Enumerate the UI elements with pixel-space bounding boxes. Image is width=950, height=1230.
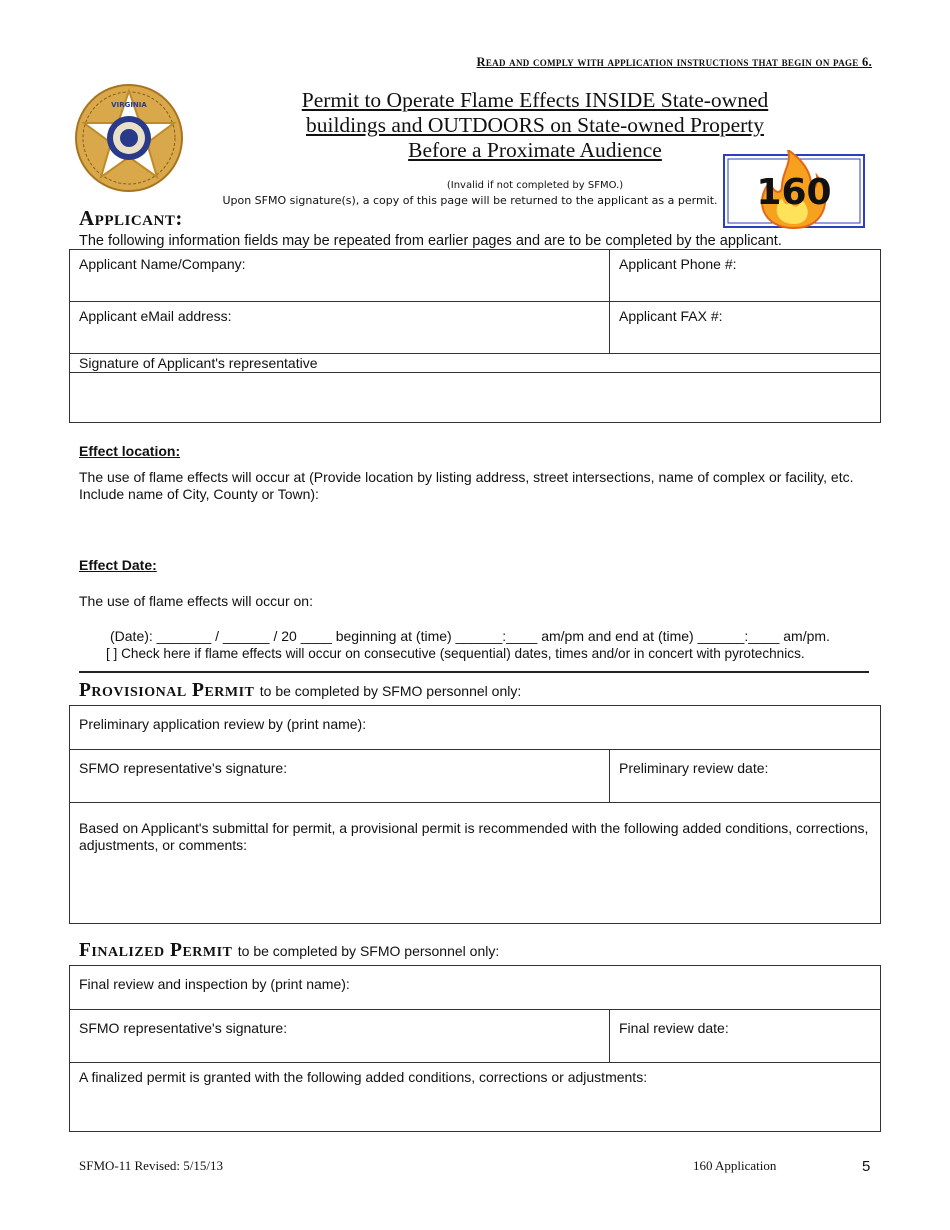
applicant-intro: The following information fields may be repeated from earlier pages and are to be completed by the applicant.	[79, 233, 782, 249]
final-review-by-field[interactable]	[70, 966, 881, 1010]
applicant-phone-field[interactable]	[610, 250, 881, 302]
final-review-by-label: Final review and inspection by (print name):	[79, 976, 350, 992]
provisional-review-date-field[interactable]	[610, 750, 881, 803]
form-id: SFMO-11 Revised: 5/15/13	[79, 1158, 223, 1173]
applicant-signature-field[interactable]	[70, 373, 881, 423]
signature-label-cell	[70, 354, 881, 373]
flame-160-badge	[722, 150, 866, 230]
applicant-name-field[interactable]	[70, 250, 610, 302]
title-line-2: buildings and OUTDOORS on State-owned Property	[305, 113, 765, 137]
applicant-email-label: Applicant eMail address:	[79, 308, 232, 324]
effect-date-intro: The use of flame effects will occur on:	[79, 593, 313, 609]
final-comments-field[interactable]	[70, 1063, 881, 1132]
applicant-table	[69, 249, 881, 423]
instructions-notice: Read and comply with application instructions that begin on page 6.	[476, 55, 872, 69]
provisional-comments-field[interactable]	[70, 803, 881, 924]
invalid-note: (Invalid if not completed by SFMO.)	[446, 180, 624, 191]
finalized-subtitle: to be completed by SFMO personnel only:	[237, 943, 500, 959]
provisional-subtitle: to be completed by SFMO personnel only:	[259, 683, 522, 699]
final-review-date-label: Final review date:	[619, 1020, 729, 1036]
effect-location-text: The use of flame effects will occur at (Provide location by listing address, street intersections, name of complex or facility, etc. Include name of City, County or Town):	[79, 469, 854, 502]
finalized-table	[69, 965, 881, 1132]
page-number: 5	[862, 1158, 871, 1175]
final-signature-label: SFMO representative's signature:	[79, 1020, 288, 1036]
state-fire-marshal-seal	[74, 83, 184, 193]
provisional-heading	[79, 680, 521, 702]
applicant-email-field[interactable]	[70, 302, 610, 354]
provisional-table	[69, 705, 881, 924]
applicant-phone-label: Applicant Phone #:	[619, 256, 737, 272]
final-review-date-field[interactable]	[610, 1010, 881, 1063]
title-line-3: Before a Proximate Audience	[408, 138, 662, 162]
finalized-title: Finalized Permit	[79, 940, 233, 961]
provisional-signature-label: SFMO representative's signature:	[79, 760, 288, 776]
provisional-title: Provisional Permit	[79, 680, 255, 701]
applicant-signature-label: Signature of Applicant's representative	[79, 355, 318, 371]
applicant-heading: Applicant:	[79, 206, 183, 230]
seal-top-text: VIRGINIA	[111, 101, 147, 109]
applicant-fax-field[interactable]	[610, 302, 881, 354]
effect-location-heading: Effect location:	[79, 443, 181, 459]
provisional-review-date-label: Preliminary review date:	[619, 760, 769, 776]
final-signature-field[interactable]	[70, 1010, 610, 1063]
provisional-review-by-field[interactable]	[70, 706, 881, 750]
permit-copy-note: Upon SFMO signature(s), a copy of this page will be returned to the applicant as a permit.	[222, 194, 718, 207]
effect-date-heading: Effect Date:	[79, 557, 157, 573]
applicant-name-label: Applicant Name/Company:	[79, 256, 246, 272]
effect-date-line[interactable]: (Date): _______ / ______ / 20 ____ beginning at (time) ______:____ am/pm and end at (time) ______:____ am/pm.	[110, 628, 830, 644]
finalized-heading	[79, 940, 499, 962]
document-name: 160 Application	[693, 1158, 777, 1173]
provisional-signature-field[interactable]	[70, 750, 610, 803]
title-line-1: Permit to Operate Flame Effects INSIDE State-owned	[301, 88, 769, 112]
final-comments-label: A finalized permit is granted with the following added conditions, corrections or adjustments:	[79, 1069, 648, 1085]
section-divider	[79, 671, 869, 673]
provisional-comments-label: Based on Applicant's submittal for permit, a provisional permit is recommended with the following added conditions, corrections, adjustments, or comments:	[79, 820, 869, 853]
consecutive-checkbox[interactable]: [ ] Check here if flame effects will occur on consecutive (sequential) dates, times and/or in concert with pyrotechnics.	[106, 646, 805, 661]
provisional-review-by-label: Preliminary application review by (print name):	[79, 716, 367, 732]
applicant-fax-label: Applicant FAX #:	[619, 308, 723, 324]
badge-number: 160	[756, 172, 832, 213]
